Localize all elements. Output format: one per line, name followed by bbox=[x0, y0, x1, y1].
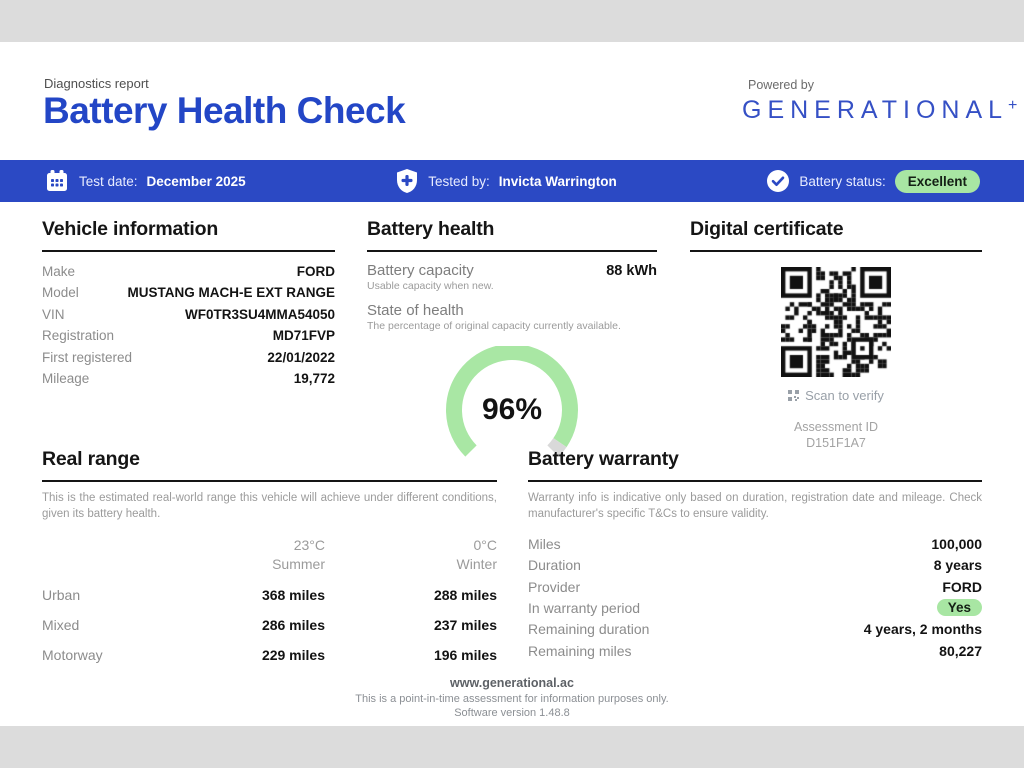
winter-value: 196 miles bbox=[433, 647, 497, 664]
column-season: Winter bbox=[456, 556, 497, 573]
brand-logo bbox=[742, 78, 1018, 125]
battery-health-section bbox=[367, 218, 657, 466]
real-range-table bbox=[42, 536, 497, 664]
battery-warranty-section bbox=[528, 448, 982, 661]
row-value: 4 years, 2 months bbox=[863, 621, 982, 638]
battery-warranty-description: Warranty info is indicative only based on duration, registration date and mileage. Check manufacturer's specific T&Cs to ensure validity. bbox=[528, 492, 982, 520]
bottom-band bbox=[0, 726, 1024, 768]
table-row bbox=[42, 347, 335, 368]
row-label: Duration bbox=[528, 557, 581, 574]
state-of-health-label: State of health bbox=[367, 302, 464, 319]
real-range-title: Real range bbox=[42, 448, 497, 482]
row-label: Mileage bbox=[42, 371, 90, 387]
tested-by-value: Invicta Warrington bbox=[498, 173, 617, 189]
test-date-group bbox=[44, 168, 246, 194]
battery-warranty-table bbox=[528, 533, 982, 661]
table-row bbox=[42, 368, 335, 389]
row-value: FORD bbox=[942, 578, 982, 595]
state-of-health-percent: 96% bbox=[481, 393, 543, 426]
digital-certificate-section bbox=[690, 218, 982, 450]
row-label: Mixed bbox=[42, 617, 80, 634]
table-row bbox=[42, 261, 335, 282]
row-value: 80,227 bbox=[939, 642, 982, 659]
real-range-section bbox=[42, 448, 497, 664]
table-row bbox=[42, 304, 335, 325]
footer-website: www.generational.ac bbox=[450, 676, 574, 690]
table-row bbox=[528, 619, 982, 640]
table-row bbox=[528, 554, 982, 575]
battery-warranty-title: Battery warranty bbox=[528, 448, 982, 482]
scan-to-verify-label: Scan to verify bbox=[805, 388, 884, 403]
state-of-health-note: The percentage of original capacity currently available. bbox=[367, 320, 621, 332]
footer-version: Software version 1.48.8 bbox=[454, 707, 570, 719]
table-row bbox=[42, 282, 335, 303]
row-label: In warranty period bbox=[528, 599, 641, 616]
row-value: MUSTANG MACH-E EXT RANGE bbox=[127, 285, 335, 301]
row-label: Remaining miles bbox=[528, 642, 632, 659]
row-value: MD71FVP bbox=[272, 328, 335, 344]
row-value: 19,772 bbox=[293, 371, 335, 387]
table-row bbox=[528, 576, 982, 597]
summer-value: 286 miles bbox=[261, 617, 325, 634]
report-eyebrow: Diagnostics report bbox=[44, 76, 149, 91]
vehicle-information-section bbox=[42, 218, 335, 389]
row-label: Miles bbox=[528, 535, 561, 552]
battery-status-badge: Excellent bbox=[895, 170, 980, 193]
table-row bbox=[42, 325, 335, 346]
digital-certificate-title: Digital certificate bbox=[690, 218, 982, 252]
table-row bbox=[528, 597, 982, 618]
in-warranty-badge: Yes bbox=[937, 599, 982, 616]
footer-disclaimer: This is a point-in-time assessment for information purposes only. bbox=[355, 693, 669, 705]
tested-by-label: Tested by: bbox=[428, 173, 490, 189]
row-value: WF0TR3SU4MMA54050 bbox=[184, 306, 335, 322]
page-title: Battery Health Check bbox=[43, 90, 406, 131]
row-label: Model bbox=[42, 285, 79, 301]
column-temp: 23°C bbox=[293, 537, 325, 554]
battery-capacity-row bbox=[367, 262, 657, 279]
battery-status-label: Battery status: bbox=[799, 173, 886, 189]
row-value: 8 years bbox=[933, 557, 982, 574]
battery-status-group bbox=[766, 169, 980, 193]
row-value: 100,000 bbox=[931, 535, 982, 552]
column-temp: 0°C bbox=[473, 537, 497, 554]
status-bar bbox=[0, 160, 1024, 202]
vehicle-information-title: Vehicle information bbox=[42, 218, 335, 252]
battery-health-title: Battery health bbox=[367, 218, 657, 252]
check-circle-icon bbox=[766, 169, 790, 193]
test-date-label: Test date: bbox=[79, 173, 138, 189]
qr-code-wrap bbox=[690, 267, 982, 377]
vehicle-information-table bbox=[42, 261, 335, 389]
real-range-description: This is the estimated real-world range this vehicle will achieve under different conditions, given its battery health. bbox=[42, 492, 497, 520]
row-value: FORD bbox=[296, 264, 335, 279]
row-label: Urban bbox=[42, 587, 81, 604]
summer-value: 229 miles bbox=[261, 647, 325, 664]
powered-by-label: Powered by bbox=[748, 78, 815, 92]
battery-capacity-value: 88 kWh bbox=[606, 263, 657, 279]
row-label: Provider bbox=[528, 578, 581, 595]
scan-to-verify-row bbox=[690, 388, 982, 403]
report-footer bbox=[0, 676, 1024, 719]
winter-value: 288 miles bbox=[433, 587, 497, 604]
summer-value: 368 miles bbox=[261, 587, 325, 604]
battery-capacity-note: Usable capacity when new. bbox=[367, 280, 494, 292]
assessment-id-label: Assessment ID bbox=[793, 420, 879, 434]
tested-by-group bbox=[395, 168, 617, 194]
top-band bbox=[0, 0, 1024, 42]
row-label: Motorway bbox=[42, 647, 103, 664]
table-row bbox=[528, 640, 982, 661]
row-label: Make bbox=[42, 264, 76, 279]
qr-scan-icon bbox=[788, 390, 799, 401]
table-row bbox=[528, 533, 982, 554]
winter-value: 237 miles bbox=[433, 617, 497, 634]
test-date-value: December 2025 bbox=[146, 173, 246, 189]
shield-icon bbox=[395, 168, 419, 194]
brand-plus: + bbox=[1008, 97, 1018, 114]
column-season: Summer bbox=[272, 556, 325, 573]
calendar-icon bbox=[44, 168, 70, 194]
row-label: VIN bbox=[42, 306, 65, 322]
state-of-health-row bbox=[367, 302, 657, 319]
row-label: Registration bbox=[42, 328, 115, 344]
brand-name: GENERATIONAL bbox=[742, 96, 1009, 124]
row-value: 22/01/2022 bbox=[267, 349, 335, 365]
assessment-id-value: D151F1A7 bbox=[806, 436, 866, 450]
brand-wordmark bbox=[742, 96, 1018, 125]
row-label: First registered bbox=[42, 349, 133, 365]
row-label: Remaining duration bbox=[528, 621, 650, 638]
qr-code bbox=[781, 267, 891, 377]
battery-capacity-label: Battery capacity bbox=[367, 262, 474, 279]
